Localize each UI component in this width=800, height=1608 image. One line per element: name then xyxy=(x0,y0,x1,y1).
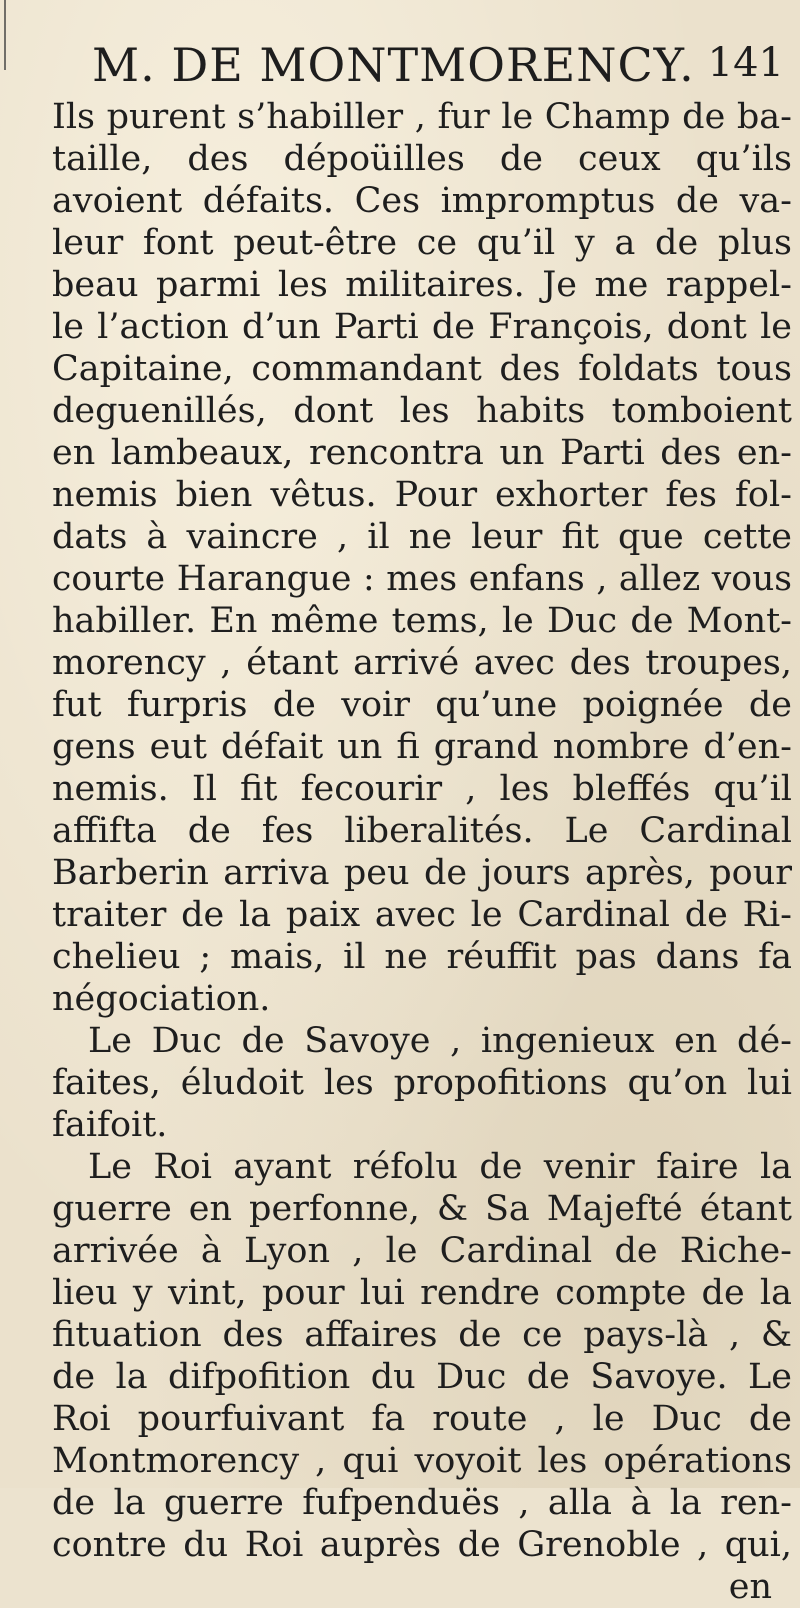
text-line: Ils purent s’habiller , fur le Champ de ba- xyxy=(52,97,792,137)
text-line: habiller. En même tems, le Duc de Mont- xyxy=(52,601,792,641)
text-line: leur font peut-être ce qu’il y a de plus xyxy=(52,223,792,263)
text-line: Capitaine, commandant des foldats tous xyxy=(52,349,792,389)
running-title: M. DE MONTMORENCY. xyxy=(92,38,695,92)
text-line: courte Harangue : mes enfans , allez vous xyxy=(52,559,792,599)
text-line: dats à vaincre , il ne leur fit que cette xyxy=(52,517,792,557)
text-line: Barberin arriva peu de jours après, pour xyxy=(52,853,792,893)
text-line: contre du Roi auprès de Grenoble , qui, xyxy=(52,1525,792,1565)
text-line: guerre en perfonne, & Sa Majefté étant xyxy=(52,1189,792,1229)
text-line: chelieu ; mais, il ne réuffit pas dans fa xyxy=(52,937,792,977)
text-line: arrivée à Lyon , le Cardinal de Riche- xyxy=(52,1231,792,1271)
text-line: négociation. xyxy=(52,979,271,1019)
text-line: Le Roi ayant réfolu de venir faire la xyxy=(88,1147,792,1187)
text-line: Le Duc de Savoye , ingenieux en dé- xyxy=(88,1021,792,1061)
page-header xyxy=(92,38,792,94)
text-line: Roi pourfuivant fa route , le Duc de xyxy=(52,1399,792,1439)
text-line: gens eut défait un fi grand nombre d’en- xyxy=(52,727,792,767)
text-line: beau parmi les militaires. Je me rappel- xyxy=(52,265,792,305)
page-edge-shadow xyxy=(4,0,6,70)
text-line: affifta de fes liberalités. Le Cardinal xyxy=(52,811,792,851)
text-line: le l’action d’un Parti de François, dont le xyxy=(52,307,792,347)
text-line: faifoit. xyxy=(52,1105,168,1145)
text-line: lieu y vint, pour lui rendre compte de la xyxy=(52,1273,792,1313)
text-line: taille, des dépoüilles de ceux qu’ils xyxy=(52,139,792,179)
text-line: avoient défaits. Ces impromptus de va- xyxy=(52,181,792,221)
text-line: fituation des affaires de ce pays-là , & xyxy=(52,1315,792,1355)
text-line: nemis. Il fit fecourir , les bleffés qu’il xyxy=(52,769,792,809)
text-line: faites, éludoit les propofitions qu’on lui xyxy=(52,1063,792,1103)
text-line: nemis bien vêtus. Pour exhorter fes fol- xyxy=(52,475,792,515)
body-text xyxy=(52,96,792,1608)
text-line: de la difpofition du Duc de Savoye. Le xyxy=(52,1357,792,1397)
text-line: deguenillés, dont les habits tomboient xyxy=(52,391,792,431)
text-line: traiter de la paix avec le Cardinal de Ri- xyxy=(52,895,792,935)
text-line: en lambeaux, rencontra un Parti des en- xyxy=(52,433,792,473)
text-line: de la guerre fufpenduës , alla à la ren- xyxy=(52,1483,792,1523)
catchword: en xyxy=(728,1567,772,1607)
text-line: morency , étant arrivé avec des troupes, xyxy=(52,643,792,683)
text-line: Montmorency , qui voyoit les opérations xyxy=(52,1441,792,1481)
page-number: 141 xyxy=(707,40,784,86)
text-line: fut furpris de voir qu’une poignée de xyxy=(52,685,792,725)
